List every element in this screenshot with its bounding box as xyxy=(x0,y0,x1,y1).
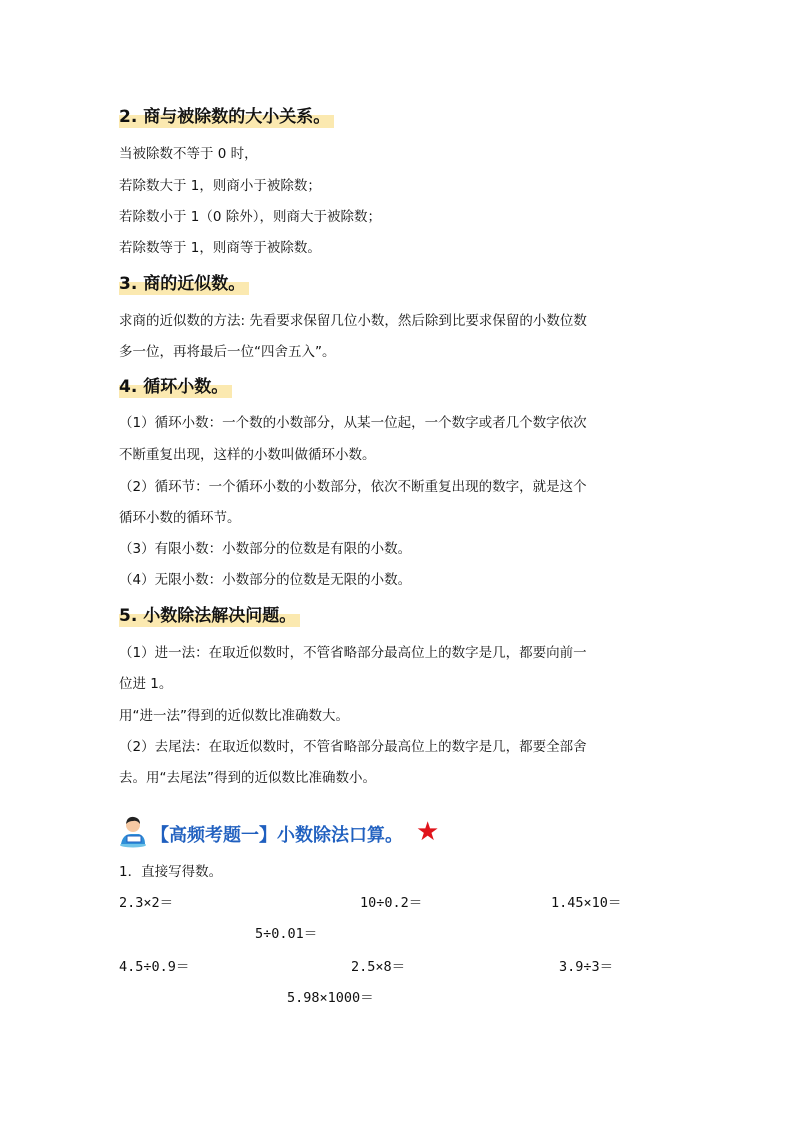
exercise-item: 2.5×8＝ xyxy=(351,959,406,975)
paragraph-line: 若除数小于 1（0 除外），则商大于被除数； xyxy=(119,209,382,225)
paragraph-line: （4）无限小数：小数部分的位数是无限的小数。 xyxy=(119,572,412,588)
exercise-item: 10÷0.2＝ xyxy=(360,895,423,911)
paragraph-line: （1）进一法：在取近似数时，不管省略部分最高位上的数字是几，都要向前一 xyxy=(119,645,587,661)
paragraph-line: 去。用“去尾法”得到的近似数比准确数小。 xyxy=(119,770,376,786)
topic-banner xyxy=(119,812,539,852)
exercise-item: 5÷0.01＝ xyxy=(255,926,318,942)
section-heading: 2. 商与被除数的大小关系。 xyxy=(119,106,334,128)
star-icon: ★ xyxy=(416,817,440,847)
section-heading: 3. 商的近似数。 xyxy=(119,273,249,295)
paragraph-line: （3）有限小数：小数部分的位数是有限的小数。 xyxy=(119,541,412,557)
exercise-item: 2.3×2＝ xyxy=(119,895,174,911)
paragraph-line: 多一位，再将最后一位“四舍五入”。 xyxy=(119,344,336,360)
exercise-item: 3.9÷3＝ xyxy=(559,959,614,975)
paragraph-line: 求商的近似数的方法: 先看要求保留几位小数，然后除到比要求保留的小数位数 xyxy=(119,313,587,329)
paragraph-line: 当被除数不等于 0 时， xyxy=(119,146,258,162)
paragraph-line: （1）循环小数：一个数的小数部分，从某一位起，一个数字或者几个数字依次 xyxy=(119,415,587,431)
paragraph-line: （2）循环节：一个循环小数的小数部分，依次不断重复出现的数字，就是这个 xyxy=(119,479,587,495)
student-reading-icon xyxy=(119,812,149,848)
paragraph-line: 循环小数的循环节。 xyxy=(119,510,241,526)
paragraph-line: 不断重复出现，这样的小数叫做循环小数。 xyxy=(119,447,376,463)
paragraph-line: 用“进一法”得到的近似数比准确数大。 xyxy=(119,708,349,724)
topic-title: 【高频考题一】小数除法口算。 xyxy=(151,825,403,846)
exercise-item: 4.5÷0.9＝ xyxy=(119,959,190,975)
section-heading: 4. 循环小数。 xyxy=(119,376,232,398)
paragraph-line: （2）去尾法：在取近似数时，不管省略部分最高位上的数字是几，都要全部舍 xyxy=(119,739,587,755)
section-heading: 5. 小数除法解决问题。 xyxy=(119,605,300,627)
exercise-item: 5.98×1000＝ xyxy=(287,990,374,1006)
paragraph-line: 若除数等于 1，则商等于被除数。 xyxy=(119,240,321,256)
exercise-prompt: 1．直接写得数。 xyxy=(119,864,223,880)
paragraph-line: 位进 1。 xyxy=(119,676,173,692)
exercise-item: 1.45×10＝ xyxy=(551,895,622,911)
paragraph-line: 若除数大于 1，则商小于被除数； xyxy=(119,178,321,194)
